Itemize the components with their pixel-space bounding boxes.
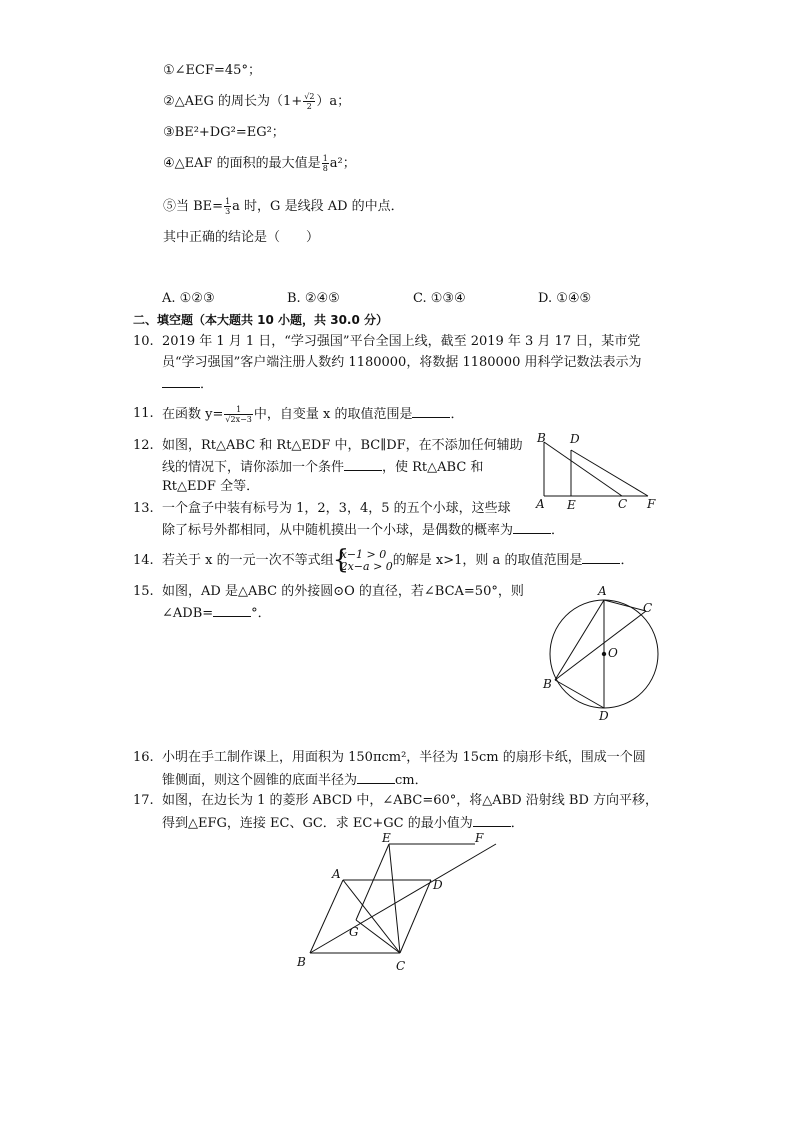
q10-line-2: 员“学习强国”客户端注册人数约 1180000，将数据 1180000 用科学记数法表示为 [162,355,642,370]
label-o: O [608,646,618,660]
label-c: C [643,601,653,615]
question-number: 15. [133,584,154,599]
fraction: $\frac{√2}{2}$ [304,92,315,111]
q12-line-1: 如图，Rt△ABC 和 Rt△EDF 中，BC∥DF，在不添加任何辅助 [162,438,523,453]
answer-blank[interactable] [513,521,551,534]
q16-line-1: 小明在手工制作课上，用面积为 150πcm²，半径为 15cm 的扇形卡纸，围成一个圆 [162,750,646,765]
fraction: $\frac{1}{√2x-3}$ [225,405,252,424]
statement-5: ⑤当 BE= $\frac{1}{3}$ a 时，G 是线段 AD 的中点． [163,197,404,216]
label-b: B [543,677,552,691]
inequality-system: { x−1 > 0 2x−a > 0 [334,549,393,573]
label-f: F [475,831,484,845]
q10-line-1: 2019 年 1 月 1 日，“学习强国”平台全国上线，截至 2019 年 3 月 17 日，某市党 [162,334,641,349]
section-title: 二、填空题（本大题共 10 小题，共 30.0 分） [133,313,389,327]
q15-figure [538,582,668,722]
question-number: 17. [133,793,154,808]
segment-bc [555,611,646,680]
segment-ab [310,880,343,953]
answer-blank[interactable] [162,375,200,388]
question-number: 10. [133,334,154,349]
label-d: D [570,432,580,446]
segment-ec [389,844,400,953]
statement-4: ④△EAF 的面积的最大值是 $\frac{1}{8}$ a²； [163,154,356,173]
question-prompt: 其中正确的结论是（ ） [163,230,320,245]
q13-line-1: 一个盒子中装有标号为 1，2，3，4，5 的五个小球，这些球 [162,501,511,516]
label-d: D [599,709,609,722]
statement-2: ②△AEG 的周长为（1+ $\frac{√2}{2}$ ）a； [163,92,351,111]
segment-bc [544,442,622,496]
label-a: A [332,867,341,881]
ray-bd [310,844,496,953]
segment-df [571,450,648,496]
option-c[interactable]: C. ①③④ [413,291,466,306]
label-d: D [433,878,443,892]
label-a: A [598,584,607,598]
answer-blank[interactable] [473,814,511,827]
question-number: 11. [133,406,154,421]
q12-line-3: Rt△EDF 全等． [162,479,260,494]
q16-line-2: 锥侧面，则这个圆锥的底面半径为 cm． [162,773,428,788]
center-point [602,652,606,656]
q17-line-1: 如图，在边长为 1 的菱形 ABCD 中，∠ABC=60°，将△ABD 沿射线 BD 方向平移， [162,793,659,808]
question-number: 14. [133,553,154,568]
label-g: G [349,925,359,939]
question-number: 12. [133,438,154,453]
q15-line-2: ∠ADB= °． [162,606,271,621]
answer-blank[interactable] [357,771,395,784]
answer-blank[interactable] [213,604,251,617]
label-b: B [297,955,306,969]
answer-blank[interactable] [582,551,620,564]
label-b: B [537,431,546,445]
label-a: A [536,497,545,511]
q17-figure [290,828,510,978]
q11-text: 在函数 y= $\frac{1}{√2x-3}$ 中，自变量 x 的取值范围是 ． [162,405,464,424]
q12-line-2: 线的情况下，请你添加一个条件 ，使 Rt△ABC 和 [162,460,484,475]
statement-1: ①∠ECF=45°； [163,63,261,78]
q12-figure [530,428,665,516]
answer-blank[interactable] [412,405,450,418]
segment-eg [356,844,389,920]
option-b[interactable]: B. ②④⑤ [287,291,340,306]
option-a[interactable]: A. ①②③ [162,291,215,306]
label-c: C [618,497,628,511]
segment-ac [604,600,646,611]
fraction: $\frac{1}{3}$ [225,197,231,216]
q10-line-3: ． [162,375,213,394]
option-d[interactable]: D. ①④⑤ [538,291,592,306]
answer-blank[interactable] [344,458,382,471]
q17-line-2: 得到△EFG，连接 EC、GC．求 EC+GC 的最小值为 ． [162,816,524,831]
label-e: E [382,831,391,845]
label-f: F [647,497,656,511]
segment-bd [555,680,604,708]
q14-text: 若关于 x 的一元一次不等式组 { x−1 > 0 2x−a > 0 的解是 x>1，则 a 的取值范围是 ． [162,547,633,575]
fraction: $\frac{1}{8}$ [322,154,328,173]
q15-line-1: 如图，AD 是△ABC 的外接圆⊙O 的直径，若∠BCA=50°，则 [162,584,524,599]
statement-3: ③BE²+DG²=EG²； [163,125,285,140]
question-number: 16. [133,750,154,765]
q13-line-2: 除了标号外都相同，从中随机摸出一个小球，是偶数的概率为 ． [162,523,565,538]
label-e: E [567,498,576,512]
question-number: 13. [133,501,154,516]
label-c: C [396,959,406,973]
segment-ab [555,600,604,680]
